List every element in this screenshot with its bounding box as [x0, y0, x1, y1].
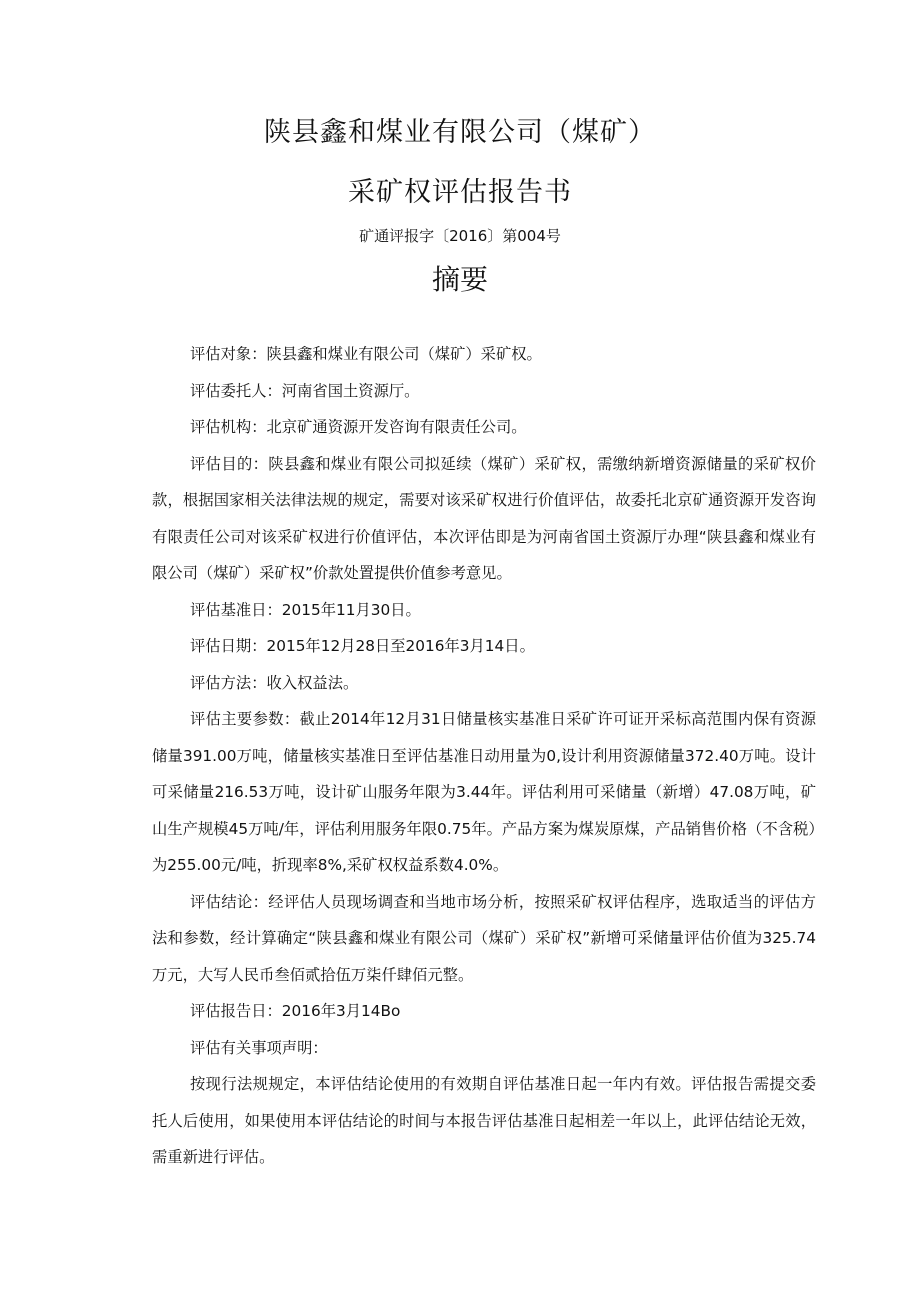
paragraph-text: 北京矿通资源开发咨询有限责任公司。: [266, 418, 527, 436]
paragraph-text: 2015年11月30日。: [281, 600, 421, 619]
paragraph-label: 评估对象：: [190, 345, 267, 363]
paragraph-conclusion: [152, 884, 816, 994]
paragraph-label: 评估报告日：: [190, 1002, 282, 1020]
paragraph-base-date: [152, 592, 816, 629]
paragraph-label: 评估日期：: [190, 637, 267, 655]
summary-body: [152, 336, 816, 1176]
report-title: 陕县鑫和煤业有限公司（煤矿）: [264, 117, 656, 148]
paragraph-text: 截止2014年12月31日储量核实基准日采矿许可证开采标高范围内保有资源储量391.00万吨，储量核实基准日至评估基准日动用量为0,设计利用资源储量372.40万吨。设计可采储量216.53万吨，设计矿山服务年限为3.44年。评估利用可采储量（新增）47.08万吨，矿山生产规模45万吨/年，评估利用服务年限0.75年。产品方案为煤炭原煤，产品销售价格（不含税）为255.00元/吨，折现率8%,采矿权权益系数4.0%。: [152, 710, 816, 874]
paragraph-label: 评估方法：: [190, 673, 267, 692]
paragraph-statement-body: [152, 1066, 816, 1176]
paragraph-label: 评估目的：: [190, 454, 269, 473]
paragraph-text: 经评估人员现场调查和当地市场分析，按照采矿权评估程序，选取适当的评估方法和参数，经计算确定“陕县鑫和煤业有限公司（煤矿）采矿权”新增可采储量评估价值为325.74万元，大写人民币叁佰贰拾伍万柒仟肆佰元整。: [152, 892, 816, 984]
paragraph-label: 评估有关事项声明：: [190, 1038, 328, 1057]
paragraph-report-date: [152, 993, 816, 1030]
paragraph-object: [152, 336, 816, 373]
paragraph-client: [152, 373, 816, 410]
paragraph-text: 收入权益法。: [266, 673, 359, 692]
paragraph-method: [152, 665, 816, 702]
summary-heading: 摘要: [431, 263, 488, 296]
paragraph-text: 2015年12月28日至2016年3月14日。: [266, 637, 535, 655]
paragraph-label: 评估机构：: [190, 418, 267, 436]
paragraph-text: 2016年3月14Bo: [281, 1002, 401, 1020]
paragraph-text: 陕县鑫和煤业有限公司（煤矿）采矿权。: [266, 345, 542, 363]
paragraph-text: 按现行法规规定，本评估结论使用的有效期自评估基准日起一年内有效。评估报告需提交委托人后使用，如果使用本评估结论的时间与本报告评估基准日起相差一年以上，此评估结论无效，需重新进行评估。: [152, 1075, 816, 1166]
paragraph-label: 评估基准日：: [190, 600, 282, 619]
paragraph-text: 河南省国土资源厅。: [281, 381, 420, 400]
paragraph-label: 评估主要参数：: [190, 710, 300, 728]
paragraph-parameters: [152, 701, 816, 884]
paragraph-statement-heading: [152, 1030, 816, 1067]
paragraph-eval-period: [152, 628, 816, 665]
paragraph-label: 评估结论：: [190, 892, 269, 911]
report-subtitle: 采矿权评估报告书: [348, 177, 572, 208]
paragraph-agency: [152, 409, 816, 446]
paragraph-purpose: [152, 446, 816, 592]
paragraph-label: 评估委托人：: [190, 381, 282, 400]
report-number: 矿通评报字〔2016〕第004号: [359, 227, 561, 245]
paragraph-text: 陕县鑫和煤业有限公司拟延续（煤矿）采矿权，需缴纳新增资源储量的采矿权价款，根据国家相关法律法规的规定，需要对该采矿权进行价值评估，故委托北京矿通资源开发咨询有限责任公司对该采矿权进行价值评估，本次评估即是为河南省国土资源厅办理“陕县鑫和煤业有限公司（煤矿）采矿权”价款处置提供价值参考意见。: [152, 454, 816, 582]
